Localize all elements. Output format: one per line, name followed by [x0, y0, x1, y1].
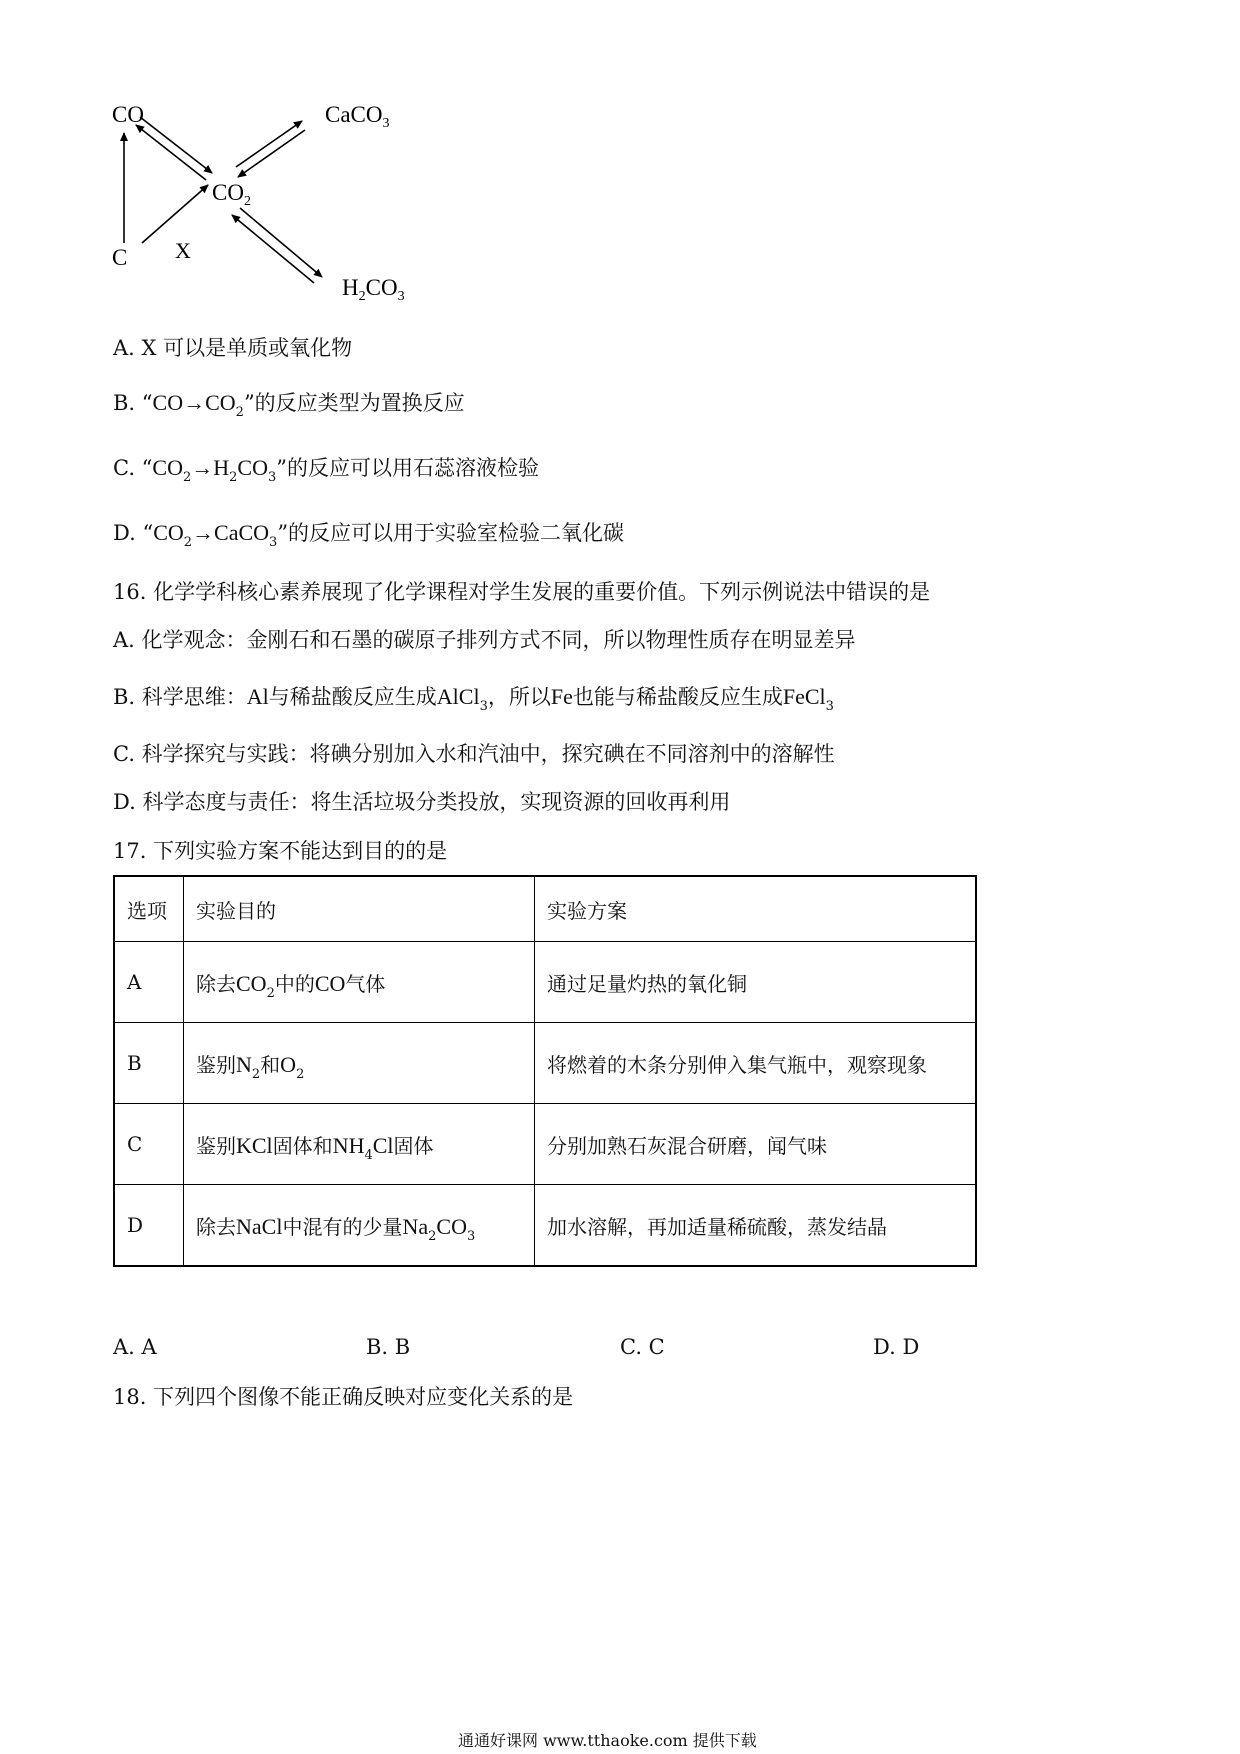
q16-option-c: C. 科学探究与实践：将碘分别加入水和汽油中，探究碘在不同溶剂中的溶解性 — [113, 742, 835, 766]
node-co2: $CO_2$ — [212, 180, 251, 209]
row-option: D — [114, 1185, 184, 1267]
row-method: 加水溶解，再加适量稀硫酸，蒸发结晶 — [535, 1185, 977, 1267]
q15-option-c: C. “$CO_2\to H_2CO_3$”的反应可以用石蕊溶液检验 — [113, 455, 540, 485]
table-row — [114, 1023, 976, 1104]
header-option: 选项 — [114, 876, 184, 942]
node-h2co3: $H_2CO_3$ — [342, 275, 405, 304]
q15-option-d: D. “$CO_2\to CaCO_3$”的反应可以用于实验室检验二氧化碳 — [113, 520, 625, 550]
q16-option-d: D. 科学态度与责任：将生活垃圾分类投放，实现资源的回收再利用 — [113, 790, 731, 814]
q15-option-a: A. X 可以是单质或氧化物 — [113, 336, 353, 360]
q17-stem: 17. 下列实验方案不能达到目的的是 — [113, 839, 448, 863]
row-option: B — [114, 1023, 184, 1104]
q15-option-b: B. “$CO\to CO_2$”的反应类型为置换反应 — [113, 390, 465, 420]
arrow-h2co3-to-co2 — [232, 215, 314, 283]
row-method: 将燃着的木条分别伸入集气瓶中，观察现象 — [535, 1023, 977, 1104]
q16-option-a: A. 化学观念：金刚石和石墨的碳原子排列方式不同，所以物理性质存在明显差异 — [113, 628, 856, 652]
header-purpose: 实验目的 — [184, 876, 535, 942]
row-option: C — [114, 1104, 184, 1185]
row-purpose: 鉴别$N_2$和$O_2$ — [184, 1023, 535, 1104]
node-co: CO — [112, 102, 144, 127]
arrow-c-to-co2 — [142, 185, 208, 243]
row-purpose: 除去$CO_2$中的CO气体 — [184, 942, 535, 1023]
footer-text: 通通好课网 www.tthaoke.com 提供下载 — [458, 1731, 757, 1750]
arrow-co2-to-caco3 — [236, 121, 302, 167]
table-row — [114, 942, 976, 1023]
table-row — [114, 1104, 976, 1185]
q17-choice-a: A. A — [113, 1335, 157, 1359]
q17-choice-b: B. B — [366, 1335, 411, 1359]
row-method: 分别加熟石灰混合研磨，闻气味 — [535, 1104, 977, 1185]
header-method: 实验方案 — [535, 876, 977, 942]
row-purpose: 鉴别KCl固体和$NH_4Cl$固体 — [184, 1104, 535, 1185]
label-x: X — [175, 238, 191, 263]
experiment-table — [113, 875, 977, 1267]
arrow-co2-to-co — [136, 125, 206, 180]
arrow-caco3-to-co2 — [238, 130, 305, 177]
reaction-diagram — [100, 95, 440, 310]
q17-choice-d: D. D — [873, 1335, 920, 1359]
row-option: A — [114, 942, 184, 1023]
node-c: C — [112, 245, 128, 270]
arrow-co-to-co2 — [140, 117, 212, 173]
q16-option-b: B. 科学思维：Al与稀盐酸反应生成AlCl$_3$，所以Fe也能与稀盐酸反应生成FeCl$_3$ — [113, 684, 834, 714]
node-caco3: CaCO$_3$ — [325, 102, 390, 131]
row-method: 通过足量灼热的氧化铜 — [535, 942, 977, 1023]
row-purpose: 除去NaCl中混有的少量$Na_2CO_3$ — [184, 1185, 535, 1267]
q16-stem: 16. 化学学科核心素养展现了化学课程对学生发展的重要价值。下列示例说法中错误的是 — [113, 580, 931, 604]
table-header-row — [114, 876, 976, 942]
arrow-co2-to-h2co3 — [240, 208, 322, 277]
q18-stem: 18. 下列四个图像不能正确反映对应变化关系的是 — [113, 1385, 574, 1409]
table-row — [114, 1185, 976, 1267]
q17-choice-c: C. C — [620, 1335, 665, 1359]
